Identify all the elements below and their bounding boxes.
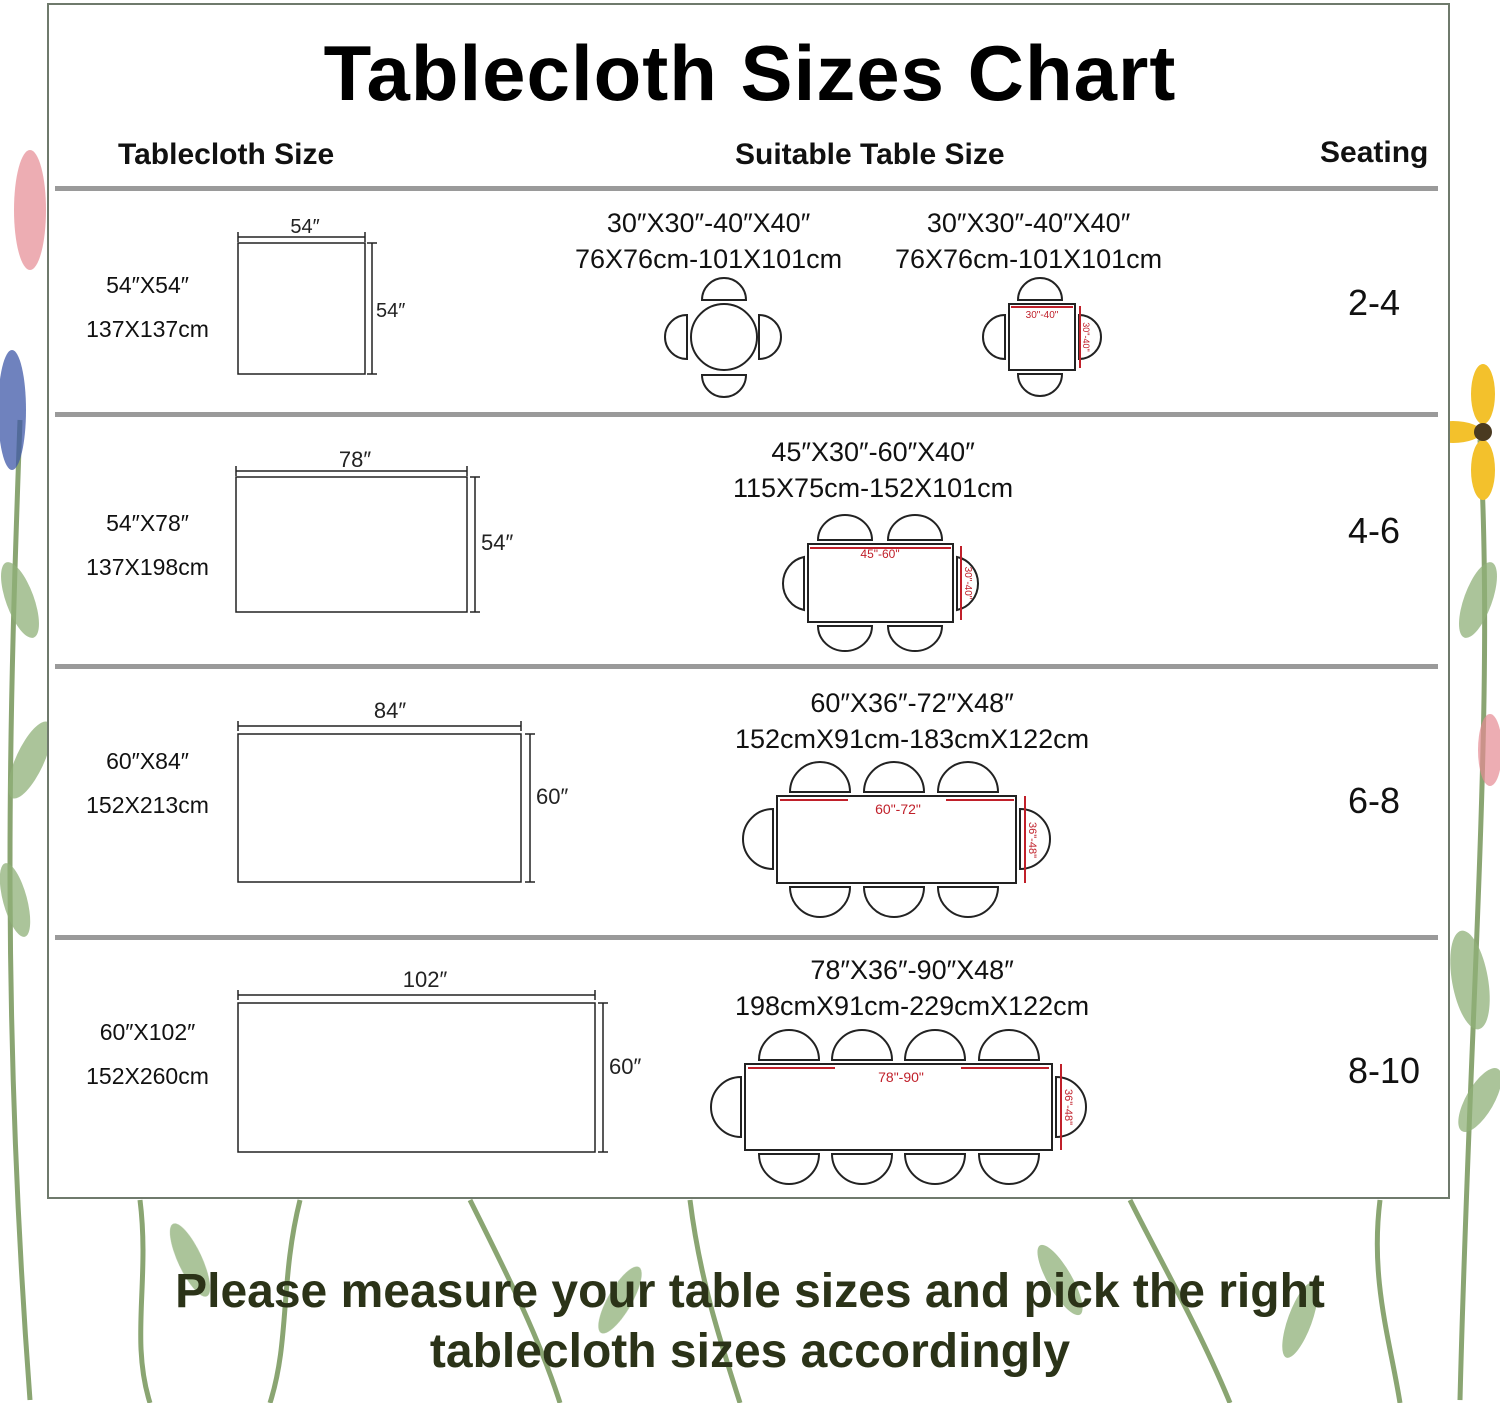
width-dimension-label: 54″ bbox=[290, 216, 320, 238]
tablecloth-outline bbox=[225, 440, 545, 625]
suitable-table-size bbox=[575, 205, 842, 277]
table-size-inches: 78″X36″-90″X48″ bbox=[810, 955, 1014, 985]
round-table-diagram bbox=[660, 276, 790, 401]
tablecloth-size-cm: 137X137cm bbox=[86, 316, 209, 342]
table-size-inches: 60″X36″-72″X48″ bbox=[810, 688, 1014, 718]
header-divider bbox=[55, 186, 1438, 191]
suitable-table-size bbox=[895, 205, 1162, 277]
row-divider bbox=[55, 412, 1438, 417]
tablecloth-size-inches: 60″X84″ bbox=[106, 748, 189, 774]
tablecloth-size-inches: 60″X102″ bbox=[99, 1019, 196, 1045]
tablecloth-size-cm: 152X213cm bbox=[86, 792, 209, 818]
seating-capacity: 8-10 bbox=[1348, 1050, 1421, 1091]
table-size-inches: 30″X30″-40″X40″ bbox=[606, 208, 811, 238]
table-length-label: 45"-60" bbox=[860, 547, 900, 561]
row-divider bbox=[55, 664, 1438, 669]
width-dimension-label: 78″ bbox=[338, 447, 372, 472]
tablecloth-size-cm: 152X260cm bbox=[86, 1063, 209, 1089]
rect-table-diagram-8-seat bbox=[738, 755, 1058, 925]
rect-table-diagram-6-seat bbox=[770, 510, 995, 660]
table-size-cm: 76X76cm-101X101cm bbox=[895, 244, 1163, 274]
suitable-table-size bbox=[735, 685, 1089, 757]
seating-capacity: 4-6 bbox=[1348, 510, 1401, 551]
header-tablecloth-size: Tablecloth Size bbox=[118, 138, 335, 171]
table-length-label: 30"-40" bbox=[1025, 310, 1059, 321]
tablecloth-size-cm: 137X198cm bbox=[86, 554, 209, 580]
tablecloth-outline bbox=[225, 960, 665, 1160]
table-length-label: 60"-72" bbox=[875, 801, 921, 817]
tablecloth-size-label bbox=[60, 1010, 235, 1098]
suitable-table-size bbox=[735, 952, 1089, 1024]
width-dimension-label: 102″ bbox=[402, 967, 448, 992]
tablecloth-size-inches: 54″X54″ bbox=[106, 272, 189, 298]
tablecloth-size-inches: 54″X78″ bbox=[106, 510, 189, 536]
seating-capacity: 2-4 bbox=[1348, 282, 1401, 323]
table-width-label: 36"-48" bbox=[1062, 1089, 1074, 1125]
footer-line-1: Please measure your table sizes and pick the right bbox=[175, 1265, 1325, 1318]
table-width-label: 36"-48" bbox=[1026, 822, 1038, 858]
header-suitable-table-size: Suitable Table Size bbox=[735, 138, 1005, 171]
table-size-inches: 30″X30″-40″X40″ bbox=[926, 208, 1131, 238]
tablecloth-size-label bbox=[60, 501, 235, 589]
tablecloth-outline bbox=[225, 690, 585, 890]
table-length-label: 78"-90" bbox=[878, 1069, 924, 1085]
table-size-cm: 198cmX91cm-229cmX122cm bbox=[735, 991, 1090, 1021]
tablecloth-size-label bbox=[60, 739, 235, 827]
footer-line-2: tablecloth sizes accordingly bbox=[429, 1325, 1071, 1378]
width-dimension-label: 84″ bbox=[373, 698, 407, 723]
height-dimension-label: 54″ bbox=[481, 530, 514, 555]
square-table-diagram bbox=[978, 276, 1108, 401]
table-size-cm: 115X75cm-152X101cm bbox=[733, 473, 1014, 503]
footer-instruction bbox=[0, 1262, 1500, 1382]
header-seating: Seating bbox=[1320, 136, 1429, 169]
rect-table-diagram-10-seat bbox=[705, 1022, 1095, 1192]
tablecloth-outline bbox=[225, 205, 435, 390]
height-dimension-label: 60″ bbox=[609, 1054, 642, 1079]
tablecloth-size-label bbox=[60, 263, 235, 351]
height-dimension-label: 54″ bbox=[376, 300, 406, 322]
row-divider bbox=[55, 935, 1438, 940]
table-size-cm: 76X76cm-101X101cm bbox=[575, 244, 843, 274]
table-size-cm: 152cmX91cm-183cmX122cm bbox=[735, 724, 1090, 754]
table-width-label: 30"-40" bbox=[962, 566, 973, 600]
chart-title: Tablecloth Sizes Chart bbox=[323, 29, 1177, 117]
table-size-inches: 45″X30″-60″X40″ bbox=[771, 437, 975, 467]
suitable-table-size bbox=[733, 434, 1013, 506]
seating-capacity: 6-8 bbox=[1348, 780, 1401, 821]
height-dimension-label: 60″ bbox=[536, 784, 569, 809]
table-width-label: 30"-40" bbox=[1081, 322, 1091, 352]
